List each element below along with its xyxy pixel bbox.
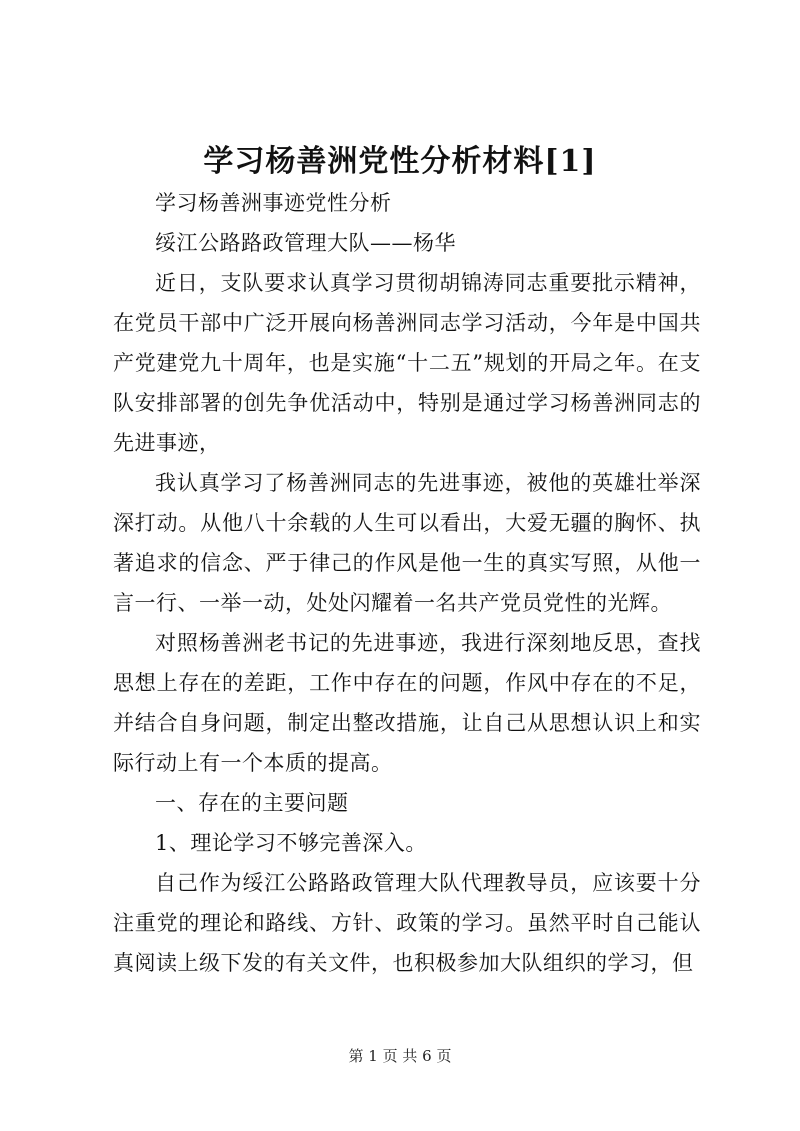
body-paragraph: 自己作为绥江公路路政管理大队代理教导员，应该要十分注重党的理论和路线、方针、政策的学习。虽然平时自己能认真阅读上级下发的有关文件，也积极参加大队组织的学习，但 xyxy=(113,871,701,975)
body-paragraph: 近日，支队要求认真学习贯彻胡锦涛同志重要批示精神，在党员干部中广泛开展向杨善洲同志学习活动，今年是中国共产党建党九十周年，也是实施“十二五”规划的开局之年。在支队安排部署的创先争优活动中，特别是通过学习杨善洲同志的先进事迹， xyxy=(113,271,701,455)
subtitle-paragraph: 学习杨善洲事迹党性分析 xyxy=(155,191,392,215)
page-footer: 第 1 页 共 6 页 xyxy=(348,1047,452,1065)
body-paragraph: 我认真学习了杨善洲同志的先进事迹，被他的英雄壮举深深打动。从他八十余载的人生可以看出，大爱无疆的胸怀、执著追求的信念、严于律己的作风是他一生的真实写照，从他一言一行、一举一动，处处闪耀着一名共产党员党性的光辉。 xyxy=(113,471,701,615)
document-body xyxy=(113,183,701,983)
body-paragraph: 对照杨善洲老书记的先进事迹，我进行深刻地反思，查找思想上存在的差距，工作中存在的问题，作风中存在的不足，并结合自身问题，制定出整改措施，让自己从思想认识上和实际行动上有一个本质的提高。 xyxy=(113,631,701,775)
document-title: 学习杨善洲党性分析材料[1] xyxy=(203,144,597,179)
author-paragraph: 绥江公路路政管理大队——杨华 xyxy=(155,231,456,255)
section-heading: 一、存在的主要问题 xyxy=(155,791,349,815)
subsection-heading: 1、理论学习不够完善深入。 xyxy=(155,831,427,855)
